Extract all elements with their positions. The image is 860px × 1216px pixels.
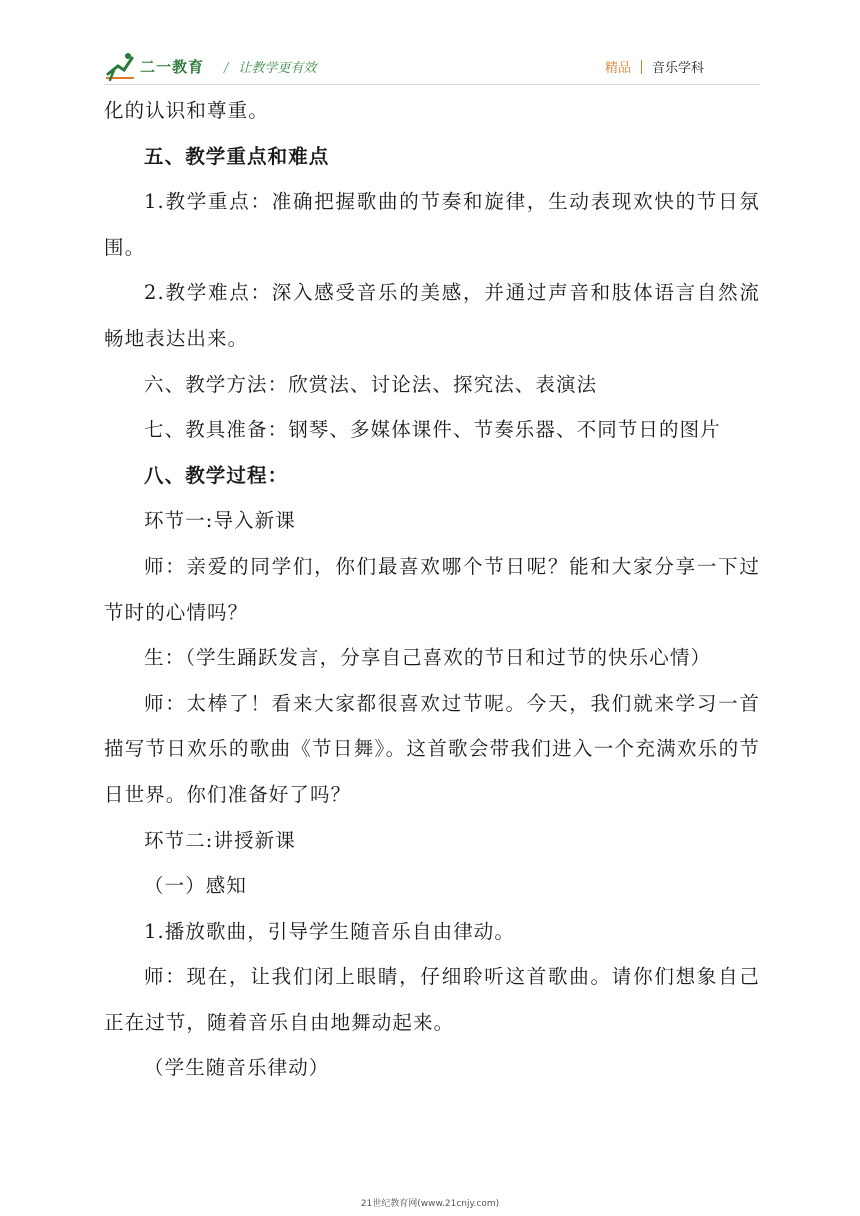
paragraph: 1.播放歌曲，引导学生随音乐自由律动。: [144, 919, 516, 943]
subsection-heading: （一）感知: [144, 874, 248, 898]
paragraph: 师：现在，让我们闭上眼睛，仔细聆听这首歌曲。请你们想象自己正在过节，随着音乐自由地舞动起来。: [104, 965, 760, 1034]
paragraph: 1.教学重点：准确把握歌曲的节奏和旋律，生动表现欢快的节日氛围。: [104, 190, 760, 259]
page-header: [104, 48, 760, 84]
slogan-slash: /: [224, 61, 229, 76]
slogan-text: 让教学更有效: [238, 61, 317, 76]
logo-text: 二一教育: [140, 57, 205, 76]
page-footer: 21世纪教育网(www.21cnjy.com): [360, 1199, 500, 1209]
subsection-heading: 环节一:导入新课: [144, 509, 296, 533]
quality-badge: 精品: [604, 61, 631, 76]
paragraph: 师：太棒了！看来大家都很喜欢过节呢。今天，我们就来学习一首描写节日欢乐的歌曲《节日舞》。这首歌会带我们进入一个充满欢乐的节日世界。你们准备好了吗？: [104, 691, 760, 806]
header-rule: [104, 84, 760, 85]
paragraph: 六、教学方法：欣赏法、讨论法、探究法、表演法: [144, 372, 598, 396]
section-heading: 八、教学过程：: [144, 463, 289, 487]
paragraph: 生：（学生踊跃发言，分享自己喜欢的节日和过节的快乐心情）: [144, 646, 712, 670]
running-figure-icon: [104, 50, 138, 82]
paragraph: 七、教具准备：钢琴、多媒体课件、节奏乐器、不同节日的图片: [144, 418, 721, 442]
subject-label: 音乐学科: [651, 61, 704, 76]
logo: [104, 48, 204, 84]
paragraph: 师：亲爱的同学们，你们最喜欢哪个节日呢？能和大家分享一下过节时的心情吗？: [104, 554, 760, 624]
header-divider: [641, 60, 642, 74]
paragraph: （学生随音乐律动）: [144, 1056, 330, 1080]
paragraph: 2.教学难点：深入感受音乐的美感，并通过声音和肢体语言自然流畅地表达出来。: [104, 281, 760, 350]
header-right: [605, 57, 704, 76]
document-body: [104, 88, 760, 1091]
subsection-heading: 环节二:讲授新课: [144, 828, 296, 852]
paragraph: 化的认识和尊重。: [104, 99, 269, 122]
section-heading: 五、教学重点和难点: [144, 144, 330, 168]
slogan: [224, 57, 316, 76]
